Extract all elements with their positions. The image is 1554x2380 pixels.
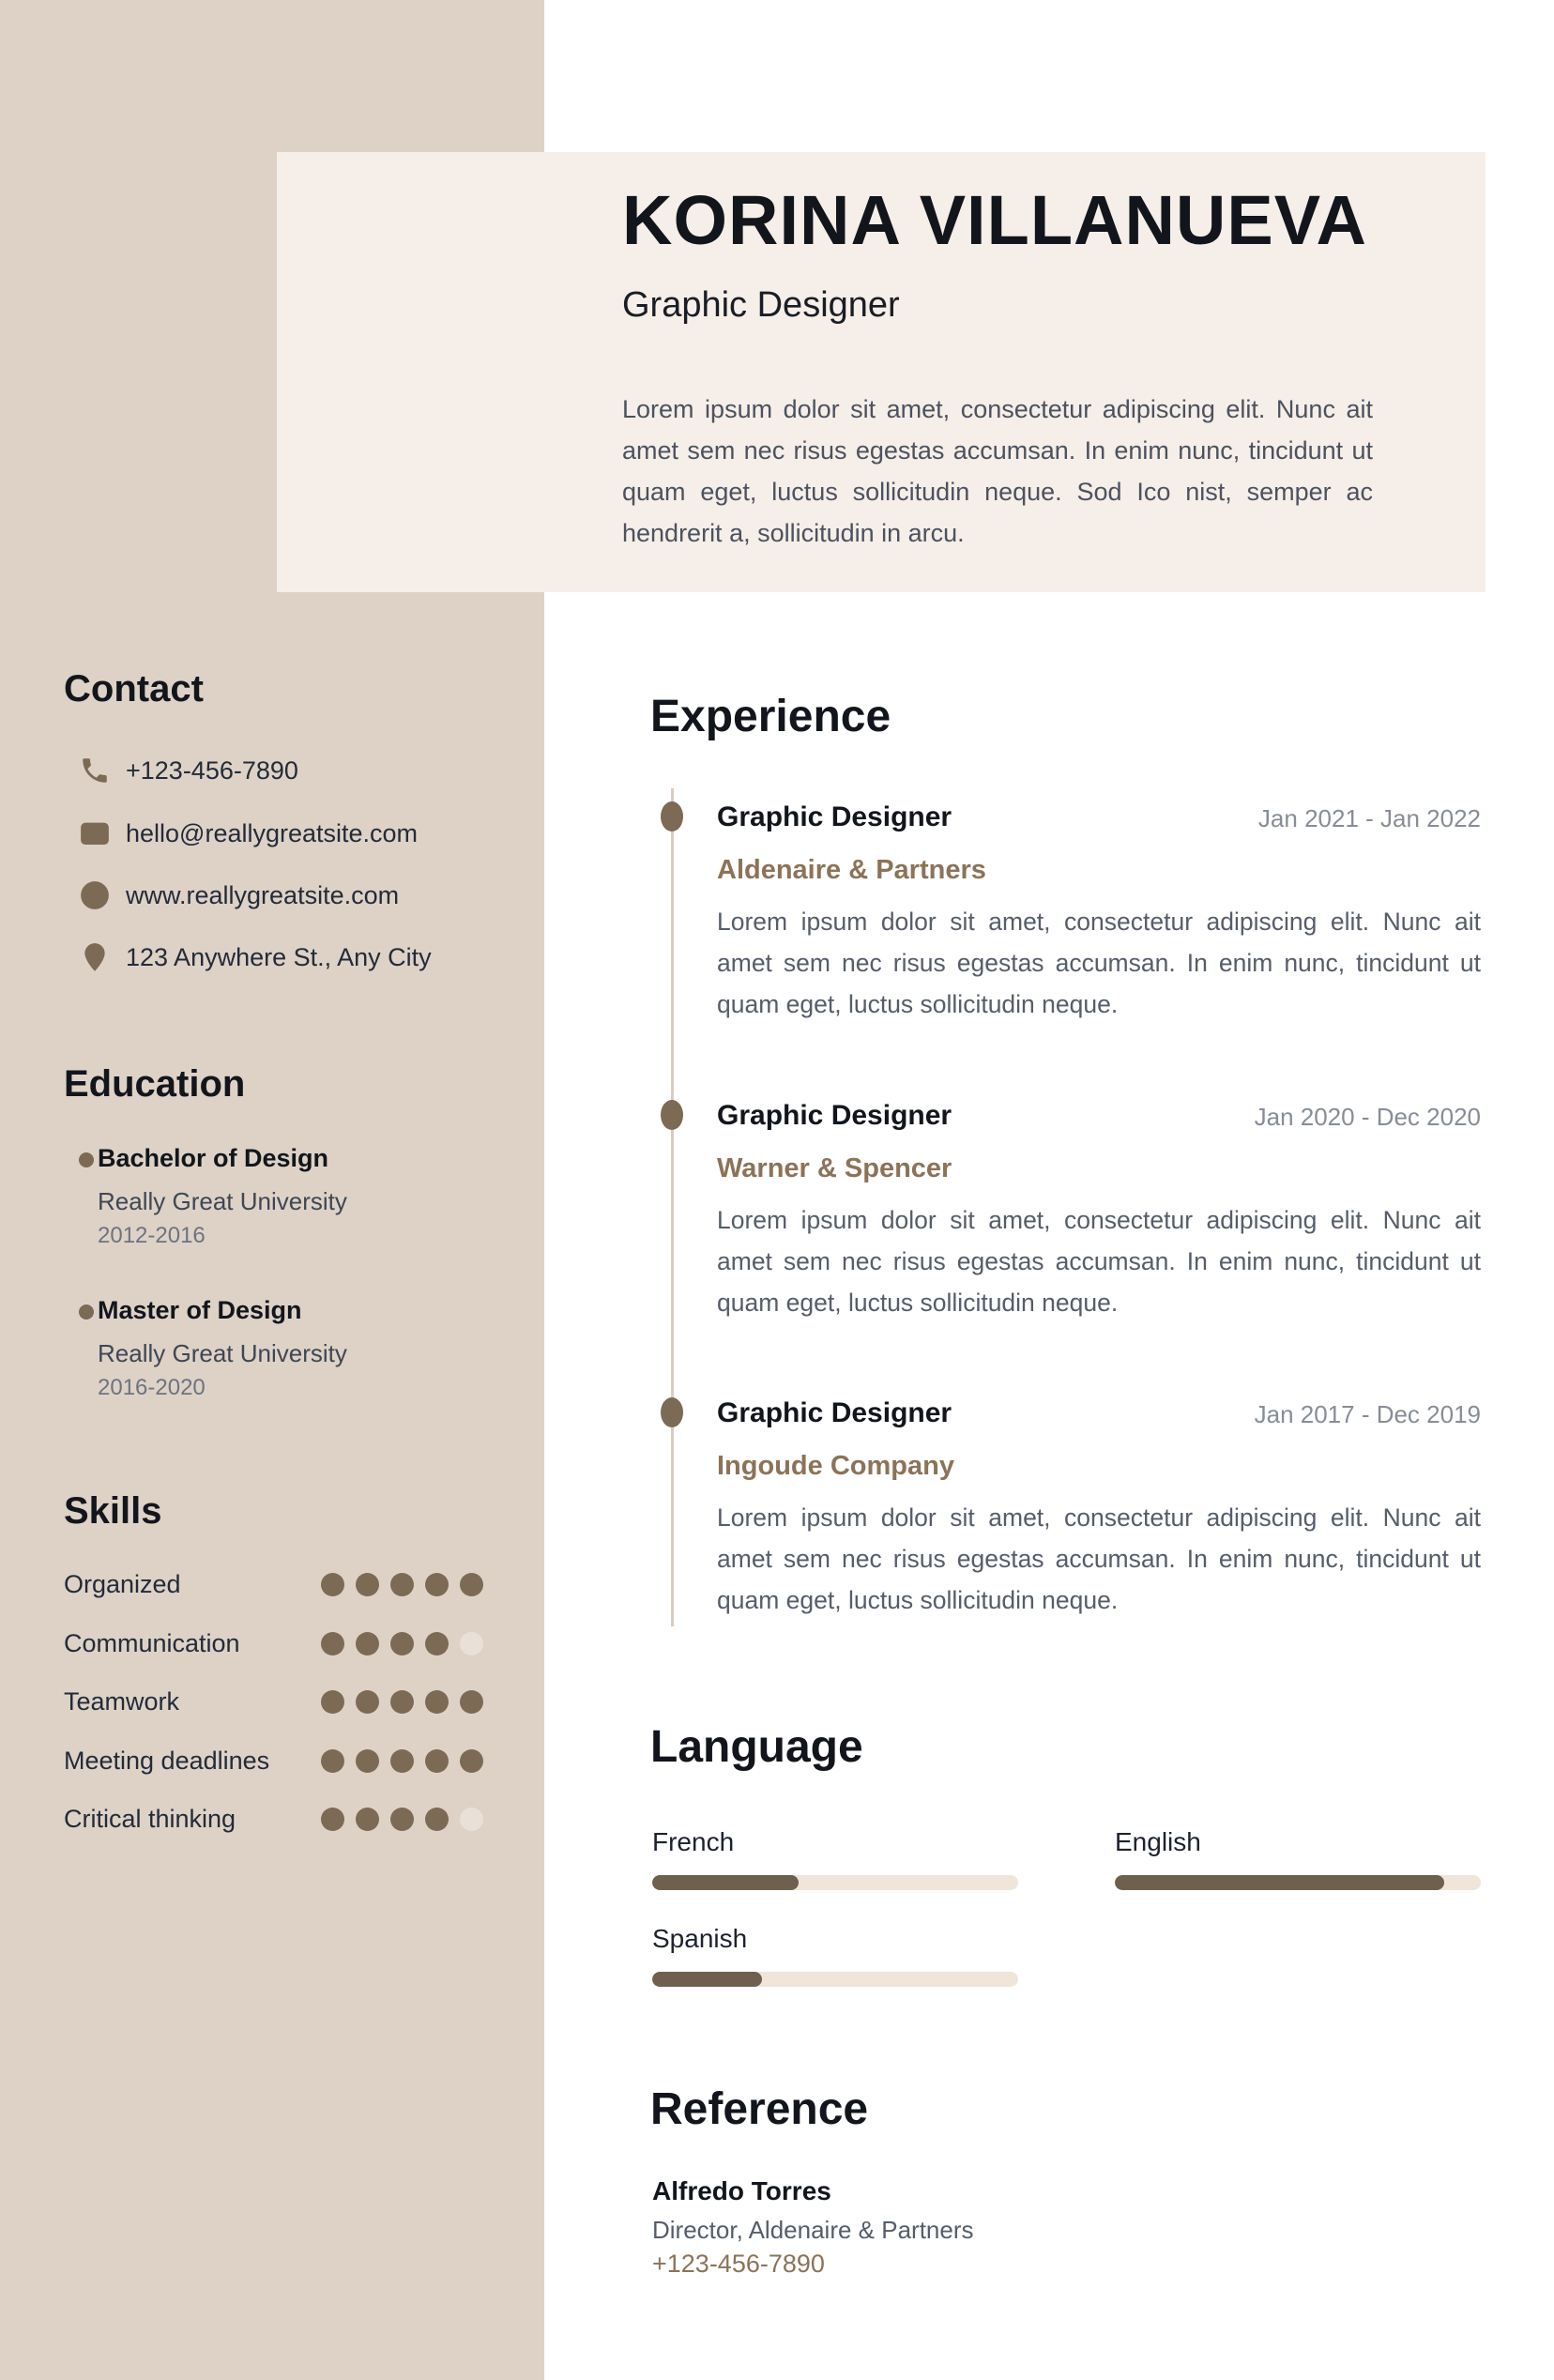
dot-filled-icon bbox=[390, 1749, 414, 1773]
location-pin-icon bbox=[79, 941, 111, 973]
reference-role: Director, Aldenaire & Partners bbox=[652, 2216, 974, 2244]
skill-rating-dots bbox=[321, 1749, 483, 1773]
skill-label: Meeting deadlines bbox=[64, 1747, 270, 1775]
person-name: KORINA VILLANUEVA bbox=[622, 181, 1367, 259]
dot-filled-icon bbox=[390, 1690, 414, 1714]
bullet-icon bbox=[79, 1304, 94, 1320]
skill-rating-dots bbox=[321, 1632, 483, 1655]
language-label: French bbox=[652, 1827, 735, 1856]
dot-filled-icon bbox=[460, 1573, 483, 1596]
contact-email: hello@reallygreatsite.com bbox=[126, 819, 419, 847]
timeline-line bbox=[671, 788, 674, 1626]
language-label: English bbox=[1115, 1827, 1201, 1856]
skill-rating-dots bbox=[321, 1808, 483, 1831]
envelope-icon bbox=[79, 817, 111, 849]
dot-filled-icon bbox=[356, 1749, 379, 1773]
skill-rating-dots bbox=[321, 1690, 483, 1714]
dot-filled-icon bbox=[460, 1690, 483, 1714]
reference-name: Alfredo Torres bbox=[652, 2176, 831, 2205]
language-level-bar bbox=[652, 1875, 1018, 1890]
education-years: 2012-2016 bbox=[98, 1223, 206, 1248]
contact-heading: Contact bbox=[64, 668, 204, 709]
timeline-dot-icon bbox=[661, 1397, 683, 1427]
experience-dates: Jan 2020 - Dec 2020 bbox=[1254, 1103, 1481, 1131]
education-heading: Education bbox=[64, 1063, 246, 1105]
reference-heading: Reference bbox=[650, 2084, 869, 2134]
dot-filled-icon bbox=[356, 1573, 379, 1596]
dot-filled-icon bbox=[321, 1749, 344, 1773]
bullet-icon bbox=[79, 1152, 94, 1167]
contact-address: 123 Anywhere St., Any City bbox=[126, 943, 432, 971]
skills-heading: Skills bbox=[64, 1490, 162, 1532]
dot-filled-icon bbox=[321, 1808, 344, 1831]
header-box bbox=[277, 152, 1485, 592]
reference-phone: +123-456-7890 bbox=[652, 2250, 825, 2278]
dot-filled-icon bbox=[356, 1808, 379, 1831]
dot-filled-icon bbox=[425, 1632, 449, 1655]
dot-empty-icon bbox=[460, 1808, 483, 1831]
skill-rating-dots bbox=[321, 1573, 483, 1596]
dot-filled-icon bbox=[390, 1632, 414, 1655]
experience-job-title: Graphic Designer bbox=[717, 801, 952, 832]
experience-dates: Jan 2021 - Jan 2022 bbox=[1257, 804, 1481, 832]
language-heading: Language bbox=[650, 1722, 863, 1772]
language-level-bar bbox=[1115, 1875, 1481, 1890]
dot-filled-icon bbox=[356, 1632, 379, 1655]
timeline-dot-icon bbox=[661, 1100, 683, 1130]
dot-filled-icon bbox=[390, 1573, 414, 1596]
experience-job-title: Graphic Designer bbox=[717, 1100, 952, 1131]
skill-label: Teamwork bbox=[64, 1687, 180, 1716]
language-level-fill bbox=[652, 1875, 799, 1890]
language-level-bar bbox=[652, 1972, 1018, 1987]
language-label: Spanish bbox=[652, 1924, 748, 1953]
skill-label: Communication bbox=[64, 1629, 240, 1657]
experience-heading: Experience bbox=[650, 692, 891, 741]
person-job-title: Graphic Designer bbox=[622, 285, 900, 325]
experience-description: Lorem ipsum dolor sit amet, consectetur adipiscing elit. Nunc ait amet sem nec risus egestas accumsan. In enim nunc, tincidunt ut quam eget, luctus sollicitudin neque. bbox=[717, 908, 1481, 1018]
dot-filled-icon bbox=[321, 1690, 344, 1714]
experience-company: Aldenaire & Partners bbox=[717, 855, 986, 885]
education-years: 2016-2020 bbox=[98, 1375, 206, 1400]
language-level-fill bbox=[652, 1972, 762, 1987]
timeline-dot-icon bbox=[661, 801, 683, 831]
experience-dates: Jan 2017 - Dec 2019 bbox=[1254, 1400, 1481, 1428]
dot-filled-icon bbox=[321, 1632, 344, 1655]
globe-icon bbox=[79, 879, 111, 911]
contact-phone: +123-456-7890 bbox=[126, 756, 298, 785]
contact-website: www.reallygreatsite.com bbox=[126, 881, 400, 909]
profile-summary: Lorem ipsum dolor sit amet, consectetur adipiscing elit. Nunc ait amet sem nec risus egestas accumsan. In enim nunc, tincidunt ut quam eget, luctus sollicitudin neque. Sod Ico nist, semper ac hendrerit a, sollicitudin in arcu. bbox=[622, 395, 1373, 547]
dot-filled-icon bbox=[390, 1808, 414, 1831]
dot-filled-icon bbox=[460, 1749, 483, 1773]
skill-label: Critical thinking bbox=[64, 1805, 236, 1833]
dot-filled-icon bbox=[425, 1749, 449, 1773]
experience-job-title: Graphic Designer bbox=[717, 1397, 952, 1428]
skill-label: Organized bbox=[64, 1570, 181, 1598]
dot-filled-icon bbox=[425, 1573, 449, 1596]
language-level-fill bbox=[1115, 1875, 1444, 1890]
phone-icon bbox=[79, 755, 111, 786]
experience-company: Ingoude Company bbox=[717, 1451, 954, 1481]
experience-description: Lorem ipsum dolor sit amet, consectetur adipiscing elit. Nunc ait amet sem nec risus egestas accumsan. In enim nunc, tincidunt ut quam eget, luctus sollicitudin neque. bbox=[717, 1503, 1481, 1614]
education-school: Really Great University bbox=[98, 1339, 347, 1367]
experience-company: Warner & Spencer bbox=[717, 1153, 952, 1183]
education-degree: Bachelor of Design bbox=[98, 1144, 329, 1172]
dot-empty-icon bbox=[460, 1632, 483, 1655]
dot-filled-icon bbox=[321, 1573, 344, 1596]
dot-filled-icon bbox=[425, 1808, 449, 1831]
experience-description: Lorem ipsum dolor sit amet, consectetur adipiscing elit. Nunc ait amet sem nec risus egestas accumsan. In enim nunc, tincidunt ut quam eget, luctus sollicitudin neque. bbox=[717, 1206, 1481, 1317]
education-degree: Master of Design bbox=[98, 1296, 302, 1324]
dot-filled-icon bbox=[425, 1690, 449, 1714]
dot-filled-icon bbox=[356, 1690, 379, 1714]
education-school: Really Great University bbox=[98, 1187, 347, 1215]
